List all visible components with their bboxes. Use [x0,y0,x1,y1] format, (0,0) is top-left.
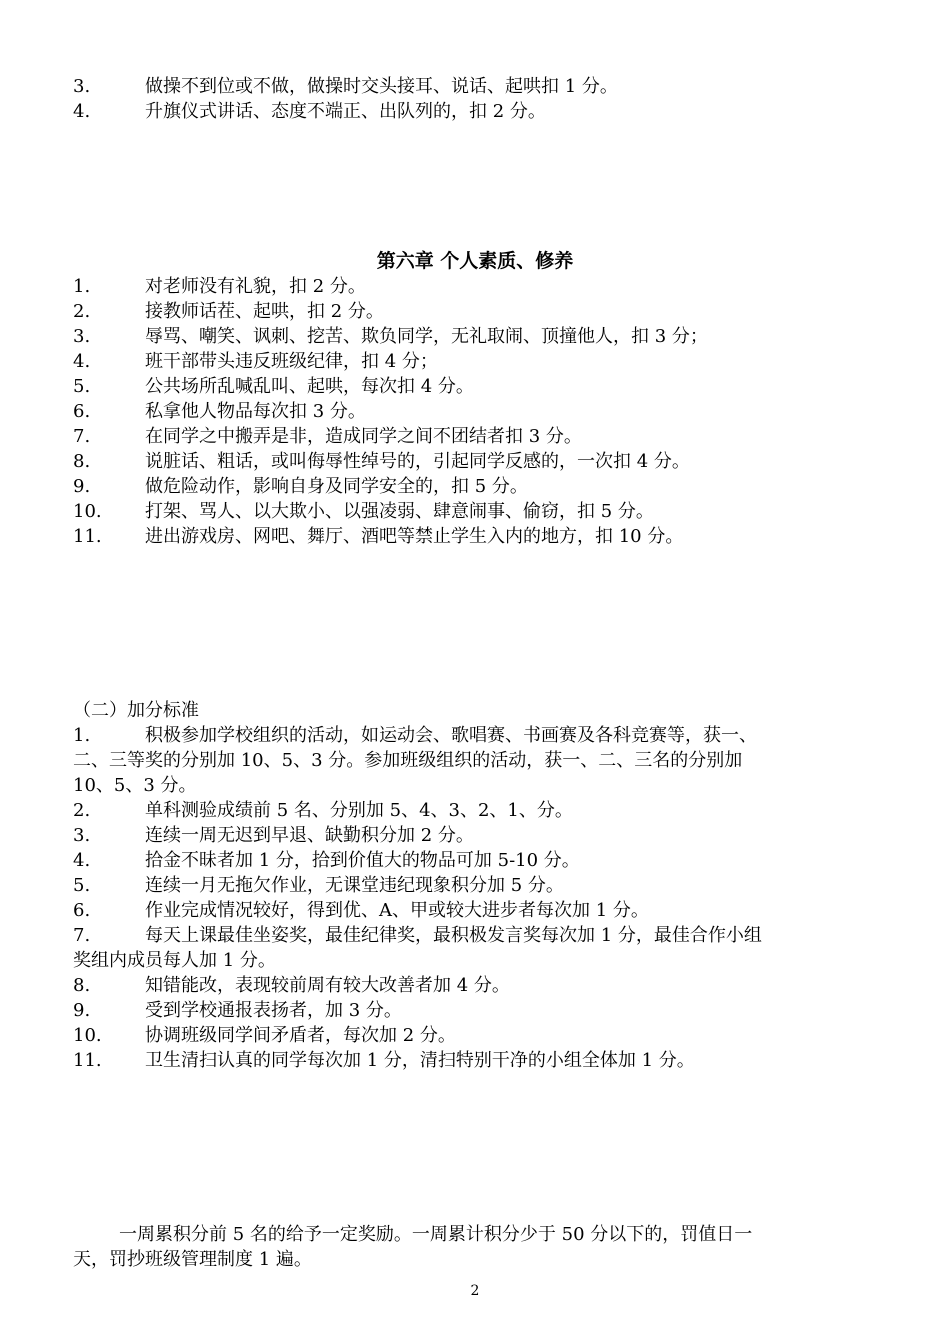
item-number: 3. [73,825,91,846]
item-number: 1. [73,276,91,297]
item-text: 单科测验成绩前 5 名、分别加 5、4、3、2、1、分。 [145,800,573,821]
item-text: 协调班级同学间矛盾者，每次加 2 分。 [145,1025,456,1046]
item-number: 11. [73,526,102,547]
section-heading: （二）加分标准 [73,700,199,721]
item-number: 1. [73,725,91,746]
item-text: 连续一月无拖欠作业，无课堂违纪现象积分加 5 分。 [145,875,564,896]
item-text: 升旗仪式讲话、态度不端正、出队列的，扣 2 分。 [145,101,546,122]
item-text: 连续一周无迟到早退、缺勤积分加 2 分。 [145,825,474,846]
chapter-title: 第六章 个人素质、修养 [376,250,574,272]
item-text: 公共场所乱喊乱叫、起哄，每次扣 4 分。 [145,376,474,397]
item-text: 做危险动作，影响自身及同学安全的，扣 5 分。 [145,476,528,497]
item-number: 4. [73,850,91,871]
item-text: 辱骂、嘲笑、讽刺、挖苦、欺负同学，无礼取闹、顶撞他人，扣 3 分； [145,326,708,347]
item-continuation: 二、三等奖的分别加 10、5、3 分。参加班级组织的活动，获一、二、三名的分别加 [73,750,743,771]
item-number: 11. [73,1050,102,1071]
item-text: 做操不到位或不做，做操时交头接耳、说话、起哄扣 1 分。 [145,76,618,97]
item-number: 9. [73,1000,91,1021]
item-number: 2. [73,800,91,821]
closing-paragraph-line: 一周累积分前 5 名的给予一定奖励。一周累计积分少于 50 分以下的，罚值日一 [119,1224,753,1245]
item-number: 7. [73,426,91,447]
item-number: 4. [73,351,91,372]
item-number: 5. [73,376,91,397]
item-text: 积极参加学校组织的活动，如运动会、歌唱赛、书画赛及各科竞赛等，获一、 [145,725,757,746]
item-number: 6. [73,401,91,422]
item-text: 进出游戏房、网吧、舞厅、酒吧等禁止学生入内的地方，扣 10 分。 [145,526,684,547]
item-number: 8. [73,975,91,996]
item-text: 打架、骂人、以大欺小、以强凌弱、肆意闹事、偷窃，扣 5 分。 [145,501,654,522]
item-text: 每天上课最佳坐姿奖，最佳纪律奖，最积极发言奖每次加 1 分，最佳合作小组 [145,925,762,946]
item-number: 3. [73,76,91,97]
item-number: 8. [73,451,91,472]
item-number: 3. [73,326,91,347]
item-text: 知错能改，表现较前周有较大改善者加 4 分。 [145,975,510,996]
item-text: 卫生清扫认真的同学每次加 1 分，清扫特别干净的小组全体加 1 分。 [145,1050,695,1071]
item-continuation: 奖组内成员每人加 1 分。 [73,950,276,971]
item-number: 2. [73,301,91,322]
item-text: 对老师没有礼貌，扣 2 分。 [145,276,366,297]
item-text: 私拿他人物品每次扣 3 分。 [145,401,366,422]
item-number: 5. [73,875,91,896]
item-number: 10. [73,501,102,522]
item-number: 7. [73,925,91,946]
item-text: 班干部带头违反班级纪律，扣 4 分； [145,351,438,372]
item-text: 受到学校通报表扬者，加 3 分。 [145,1000,402,1021]
item-text: 作业完成情况较好，得到优、A、甲或较大进步者每次加 1 分。 [145,900,649,921]
item-number: 6. [73,900,91,921]
item-continuation: 10、5、3 分。 [73,775,197,796]
item-number: 10. [73,1025,102,1046]
closing-paragraph-line: 天，罚抄班级管理制度 1 遍。 [73,1249,312,1270]
item-text: 说脏话、粗话，或叫侮辱性绰号的，引起同学反感的，一次扣 4 分。 [145,451,690,472]
item-number: 9. [73,476,91,497]
item-text: 拾金不昧者加 1 分，拾到价值大的物品可加 5-10 分。 [145,850,580,871]
item-text: 在同学之中搬弄是非，造成同学之间不团结者扣 3 分。 [145,426,582,447]
item-text: 接教师话茬、起哄，扣 2 分。 [145,301,384,322]
item-number: 4. [73,101,91,122]
page-number: 2 [470,1283,480,1299]
